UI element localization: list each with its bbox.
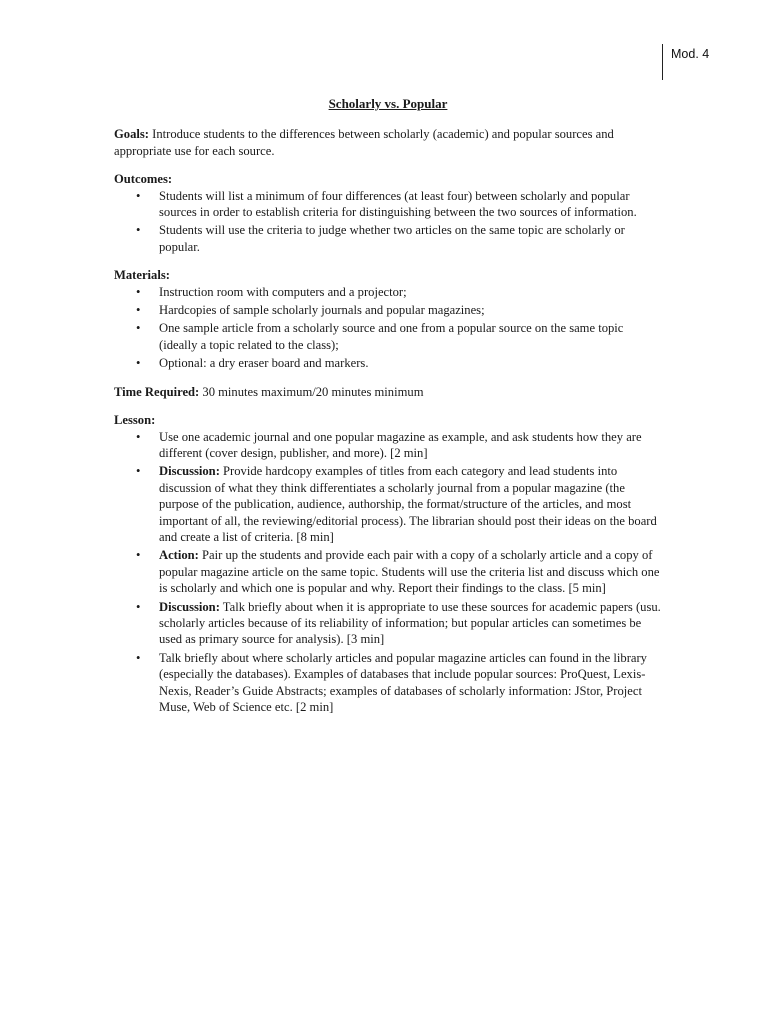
outcomes-section (114, 171, 662, 255)
lesson-step-lead: Action: (159, 548, 199, 563)
list-item (114, 302, 662, 318)
list-item (114, 355, 662, 371)
time-section (114, 384, 662, 400)
material-text: Optional: a dry eraser board and markers. (159, 356, 369, 371)
bullet-icon: • (136, 599, 141, 614)
lesson-step-text: Use one academic journal and one popular magazine as example, and ask students how they are different (cover design, publisher, and more). [2 min] (159, 429, 642, 460)
goals-heading: Goals: (114, 127, 149, 142)
materials-heading: Materials: (114, 268, 170, 283)
material-text: Instruction room with computers and a projector; (159, 284, 407, 299)
lesson-step-text: Talk briefly about where scholarly articles and popular magazine articles can found in the library (especially the databases). Examples of databases that include popular sources: ProQuest, Lexis-Nexis, Reader’s Guide Abstracts; examples of databases of scholarly information: JStor, Project Muse, Web of Science etc. [2 min] (159, 650, 647, 714)
list-item (114, 188, 662, 221)
list-item (114, 222, 662, 255)
goals-text: Introduce students to the differences between scholarly (academic) and popular sources and appropriate use for each source. (114, 127, 614, 158)
goals-paragraph (114, 126, 662, 159)
lesson-list (114, 429, 662, 716)
bullet-icon: • (136, 321, 141, 336)
list-item (114, 429, 662, 462)
goals-section (114, 126, 662, 159)
list-item (114, 599, 662, 648)
outcomes-list (114, 188, 662, 256)
bullet-icon: • (136, 188, 141, 203)
outcome-text: Students will use the criteria to judge whether two articles on the same topic are scholarly or popular. (159, 223, 625, 254)
list-item (114, 463, 662, 545)
lesson-section (114, 412, 662, 715)
bullet-icon: • (136, 429, 141, 444)
list-item (114, 650, 662, 716)
list-item (114, 320, 662, 353)
bullet-icon: • (136, 303, 141, 318)
material-text: One sample article from a scholarly source and one from a popular source on the same topic (ideally a topic related to the class); (159, 321, 624, 352)
list-item (114, 547, 662, 596)
material-text: Hardcopies of sample scholarly journals and popular magazines; (159, 303, 485, 318)
lesson-step-lead: Discussion: (159, 464, 220, 479)
time-paragraph (114, 384, 662, 400)
lesson-heading: Lesson: (114, 413, 156, 428)
materials-section (114, 267, 662, 371)
bullet-icon: • (136, 356, 141, 371)
bullet-icon: • (136, 548, 141, 563)
lesson-step-text: Provide hardcopy examples of titles from each category and lead students into discussion of what they think differentiates a scholarly journal from a popular magazine (the purpose of the publication, audience, authorship, the format/structure of the articles, and most important of all, the reviewing/editorial process). The librarian should post their ideas on the board and create a list of criteria. [8 min] (159, 464, 657, 544)
outcomes-heading: Outcomes: (114, 172, 173, 187)
materials-list (114, 284, 662, 372)
bullet-icon: • (136, 650, 141, 665)
lesson-step-lead: Discussion: (159, 599, 220, 614)
module-label: Mod. 4 (662, 44, 709, 80)
time-text: 30 minutes maximum/20 minutes minimum (199, 384, 424, 399)
lesson-plan-document (114, 96, 662, 727)
lesson-step-text: Pair up the students and provide each pair with a copy of a scholarly article and a copy of popular magazine article on the same topic. Students will use the criteria list and discuss which one is scholarly and which one is popular and why. Report their findings to the class. [5 min] (159, 548, 660, 596)
document-title: Scholarly vs. Popular (328, 96, 448, 111)
lesson-step-text: Talk briefly about when it is appropriate to use these sources for academic papers (usu. scholarly articles because of its reliability of information; but popular articles can sometimes be used as primary source for analysis). [3 min] (159, 599, 661, 647)
list-item (114, 284, 662, 300)
time-heading: Time Required: (114, 384, 200, 399)
bullet-icon: • (136, 464, 141, 479)
bullet-icon: • (136, 284, 141, 299)
bullet-icon: • (136, 223, 141, 238)
outcome-text: Students will list a minimum of four differences (at least four) between scholarly and popular sources in order to establish criteria for distinguishing between the two sources of information. (159, 188, 637, 220)
